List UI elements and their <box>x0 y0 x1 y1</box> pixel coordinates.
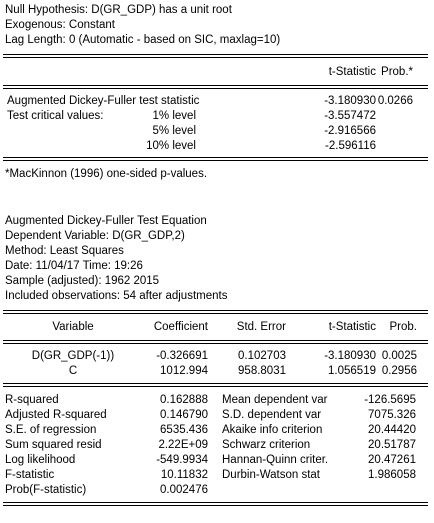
stat-value: 0.162888 <box>160 394 208 406</box>
coef-header-variable: Variable <box>52 321 94 333</box>
stat-label: Durbin-Watson stat <box>222 469 320 481</box>
dependent-variable-text: Dependent Variable: D(GR_GDP,2) <box>5 230 185 242</box>
variable-name: D(GR_GDP(-1)) <box>31 350 115 362</box>
stat-value: 1.986058 <box>368 469 416 481</box>
adf-stat-value: -3.180930 <box>324 95 376 107</box>
table-rule <box>3 157 428 158</box>
std-error-value: 0.102703 <box>238 350 286 362</box>
sample-text: Sample (adjusted): 1962 2015 <box>5 275 160 287</box>
stat-label: Log likelihood <box>5 454 76 466</box>
stat-value: -126.5695 <box>364 394 416 406</box>
tstat-value: 1.056519 <box>328 365 376 377</box>
table-rule <box>3 310 428 311</box>
observations-text: Included observations: 54 after adjustments <box>5 290 228 302</box>
table-rule <box>3 502 428 503</box>
crit-value: -3.557472 <box>324 110 376 122</box>
coef-header-std-error: Std. Error <box>236 321 286 333</box>
stat-value: 20.51787 <box>368 439 416 451</box>
adf-stat-label: Augmented Dickey-Fuller test statistic <box>7 95 200 107</box>
table-rule <box>3 505 428 506</box>
stat-value: -549.9934 <box>156 454 208 466</box>
stat-value: 20.47261 <box>368 454 416 466</box>
coef-header-prob: Prob. <box>389 321 417 333</box>
stat-value: 10.11832 <box>160 469 208 481</box>
prob-value: 0.0025 <box>381 350 417 362</box>
stat-label: R-squared <box>5 394 59 406</box>
coefficient-value: -0.326691 <box>156 350 208 362</box>
stat-label: Prob(F-statistic) <box>5 484 87 496</box>
table-rule <box>3 313 428 314</box>
lag-length-text: Lag Length: 0 (Automatic - based on SIC, maxlag=10) <box>5 34 281 46</box>
col-header-tstat: t-Statistic <box>328 66 376 78</box>
crit-level: 1% level <box>152 110 196 122</box>
table-rule <box>3 160 428 161</box>
coef-header-tstat: t-Statistic <box>328 321 376 333</box>
stat-label: Akaike info criterion <box>222 424 323 436</box>
table-rule <box>3 340 428 341</box>
stat-label: S.E. of regression <box>5 424 97 436</box>
std-error-value: 958.8031 <box>238 365 286 377</box>
crit-level: 5% level <box>152 125 196 137</box>
stat-value: 7075.326 <box>368 409 416 421</box>
col-header-prob: Prob.* <box>381 66 413 78</box>
mackinnon-footnote: *MacKinnon (1996) one-sided p-values. <box>5 168 208 180</box>
stat-label: Schwarz criterion <box>222 439 311 451</box>
table-rule <box>3 386 428 387</box>
table-rule <box>3 54 428 55</box>
table-rule <box>3 85 428 86</box>
equation-title: Augmented Dickey-Fuller Test Equation <box>5 215 207 227</box>
method-text: Method: Least Squares <box>5 245 124 257</box>
variable-name: C <box>68 365 78 377</box>
coef-header-coefficient: Coefficient <box>153 321 208 333</box>
stat-label: Hannan-Quinn criter. <box>222 454 329 466</box>
exogenous-text: Exogenous: Constant <box>5 19 115 31</box>
table-rule <box>3 57 428 58</box>
stat-label: Sum squared resid <box>5 439 102 451</box>
table-rule <box>3 383 428 384</box>
stat-value: 2.22E+09 <box>158 439 208 451</box>
stat-value: 0.002476 <box>160 484 208 496</box>
crit-level: 10% level <box>146 140 196 152</box>
adf-stat-prob: 0.0266 <box>377 95 413 107</box>
tstat-value: -3.180930 <box>324 350 376 362</box>
stat-value: 20.44420 <box>368 424 416 436</box>
null-hypothesis-text: Null Hypothesis: D(GR_GDP) has a unit root <box>5 4 232 16</box>
date-time-text: Date: 11/04/17 Time: 19:26 <box>5 260 143 272</box>
prob-value: 0.2956 <box>381 365 417 377</box>
stat-label: S.D. dependent var <box>222 409 322 421</box>
coefficient-value: 1012.994 <box>160 365 208 377</box>
stat-label: F-statistic <box>5 469 55 481</box>
stat-label: Adjusted R-squared <box>5 409 107 421</box>
crit-value: -2.916566 <box>324 125 376 137</box>
table-rule <box>3 88 428 89</box>
table-rule <box>3 343 428 344</box>
stat-label: Mean dependent var <box>222 394 328 406</box>
crit-value: -2.596116 <box>325 140 376 152</box>
stat-value: 6535.436 <box>160 424 208 436</box>
critical-values-label: Test critical values: <box>7 110 104 122</box>
stat-value: 0.146790 <box>160 409 208 421</box>
